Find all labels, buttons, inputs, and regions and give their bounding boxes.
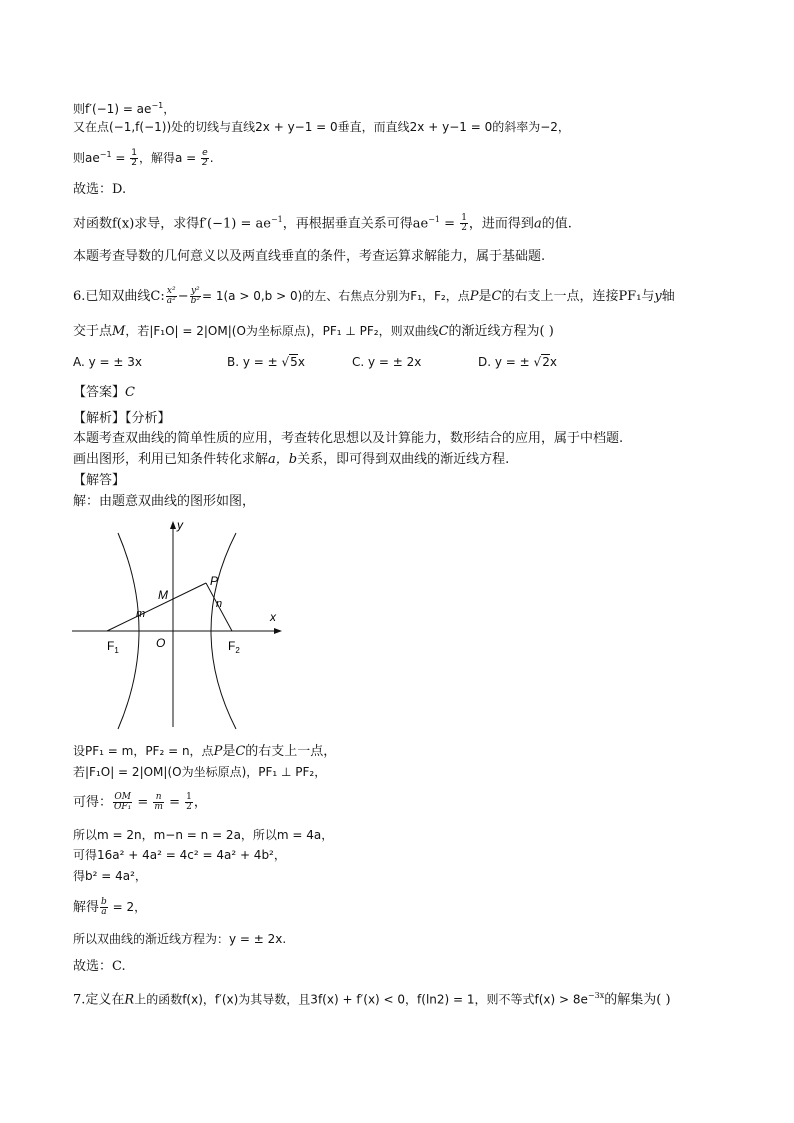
q6-analysis-2: 画出图形，利用已知条件转化求解a，b关系，即可得到双曲线的渐近线方程. (73, 452, 510, 467)
q6-jieda-header: 【解答】 (73, 473, 126, 488)
q5-choose: 故选：D. (73, 182, 127, 197)
q6-jiexi-header: 【解析】【分析】 (73, 411, 171, 426)
y-axis-arrow (170, 521, 176, 529)
label-m-length: m (136, 608, 146, 620)
label-p: P (210, 574, 219, 588)
q5-perpendicular-line: 又在点(−1,f(−1))处的切线与直线2x + y−1 = 0垂直，而直线2x + y−1 = 0的斜率为−2， (73, 120, 570, 134)
q5-solve-line: 则$ae^{-1}$ = $\frac{1}{2}$ ，解得a = $\frac{e}{2}$ . (73, 148, 214, 168)
q6-analysis-1: 本题考查双曲线的简单性质的应用，考查转化思想以及计算能力，数形结合的应用，属于中档题. (73, 431, 624, 446)
q6-solution-intro: 解：由题意双曲线的图形如图， (73, 494, 256, 509)
q6-option-d: D. y = ± √2x (478, 355, 557, 369)
segment-pf1 (107, 583, 206, 631)
q5-derivative-line: 则$f'(-1) = ae^{-1}$， (73, 101, 176, 116)
label-m-point: M (158, 588, 168, 602)
label-o: O (156, 636, 166, 650)
label-f1: $F_1$ (107, 639, 119, 655)
q6-step-1: 设PF₁ = m，PF₂ = n，点P是C的右支上一点， (73, 744, 337, 759)
hyperbola-figure (60, 515, 300, 735)
q6-step-3: 可得： $\frac{OM}{\text{OF₁}}$ = $\frac{n}{m}$ = $\frac{1}{2}$ ， (73, 792, 207, 812)
q5-analysis: 对函数f(x)求导，求得$f'(-1) = ae^{-1}$，再根据垂直关系可得$ae^{-1}$ = $\frac{1}{2}$ ，进而得到a的值. (73, 213, 572, 234)
label-n-length: n (216, 598, 223, 610)
q5-summary: 本题考查导数的几何意义以及两直线垂直的条件，考查运算求解能力，属于基础题. (73, 249, 546, 264)
q7-stem: 7.定义在R上的函数f(x)，f′(x)为其导数，且3f(x) + f′(x) < 0，f(ln2) = 1，则不等式$f(x) > 8e^{-3x}$的解集为( ) (73, 991, 671, 1008)
q6-step-7: 解得 $\frac{b}{a}$ = 2， (73, 897, 147, 917)
q6-step-6: 得b² = 4a²， (73, 869, 147, 883)
q6-step-8: 所以双曲线的渐近线方程为：y = ± 2x. (73, 932, 287, 946)
label-x: x (270, 610, 276, 624)
q6-stem-line1: 6.已知双曲线C: $\frac{\text{x²}}{\text{a²}}$ − $\frac{\text{y²}}{\text{b²}}$ = 1(a > 0,b > 0)的左、右焦点分别为F₁，F₂，点P是C的右支上一点，连接PF₁与y轴 (73, 286, 675, 306)
q6-step-2: 若|F₁O| = 2|OM|(O为坐标原点)，PF₁ ⊥ PF₂， (73, 765, 327, 779)
x-axis-arrow (274, 628, 282, 634)
q6-stem-line2: 交于点M，若|F₁O| = 2|OM|(O为坐标原点)，PF₁ ⊥ PF₂，则双曲线C的渐近线方程为( ) (73, 324, 554, 339)
q6-option-a: A. y = ± 3x (73, 355, 143, 369)
q6-step-4: 所以m = 2n，m−n = n = 2a，所以m = 4a， (73, 828, 334, 842)
q6-option-b: B. y = ± √5x (227, 355, 305, 369)
label-f2: $F_2$ (228, 639, 240, 655)
label-y: y (177, 518, 183, 532)
q6-option-c: C. y = ± 2x (352, 355, 422, 369)
q6-step-9: 故选：C. (73, 959, 126, 974)
q6-step-5: 可得16a² + 4a² = 4c² = 4a² + 4b²， (73, 848, 286, 862)
q6-answer: 【答案】C (73, 385, 135, 400)
